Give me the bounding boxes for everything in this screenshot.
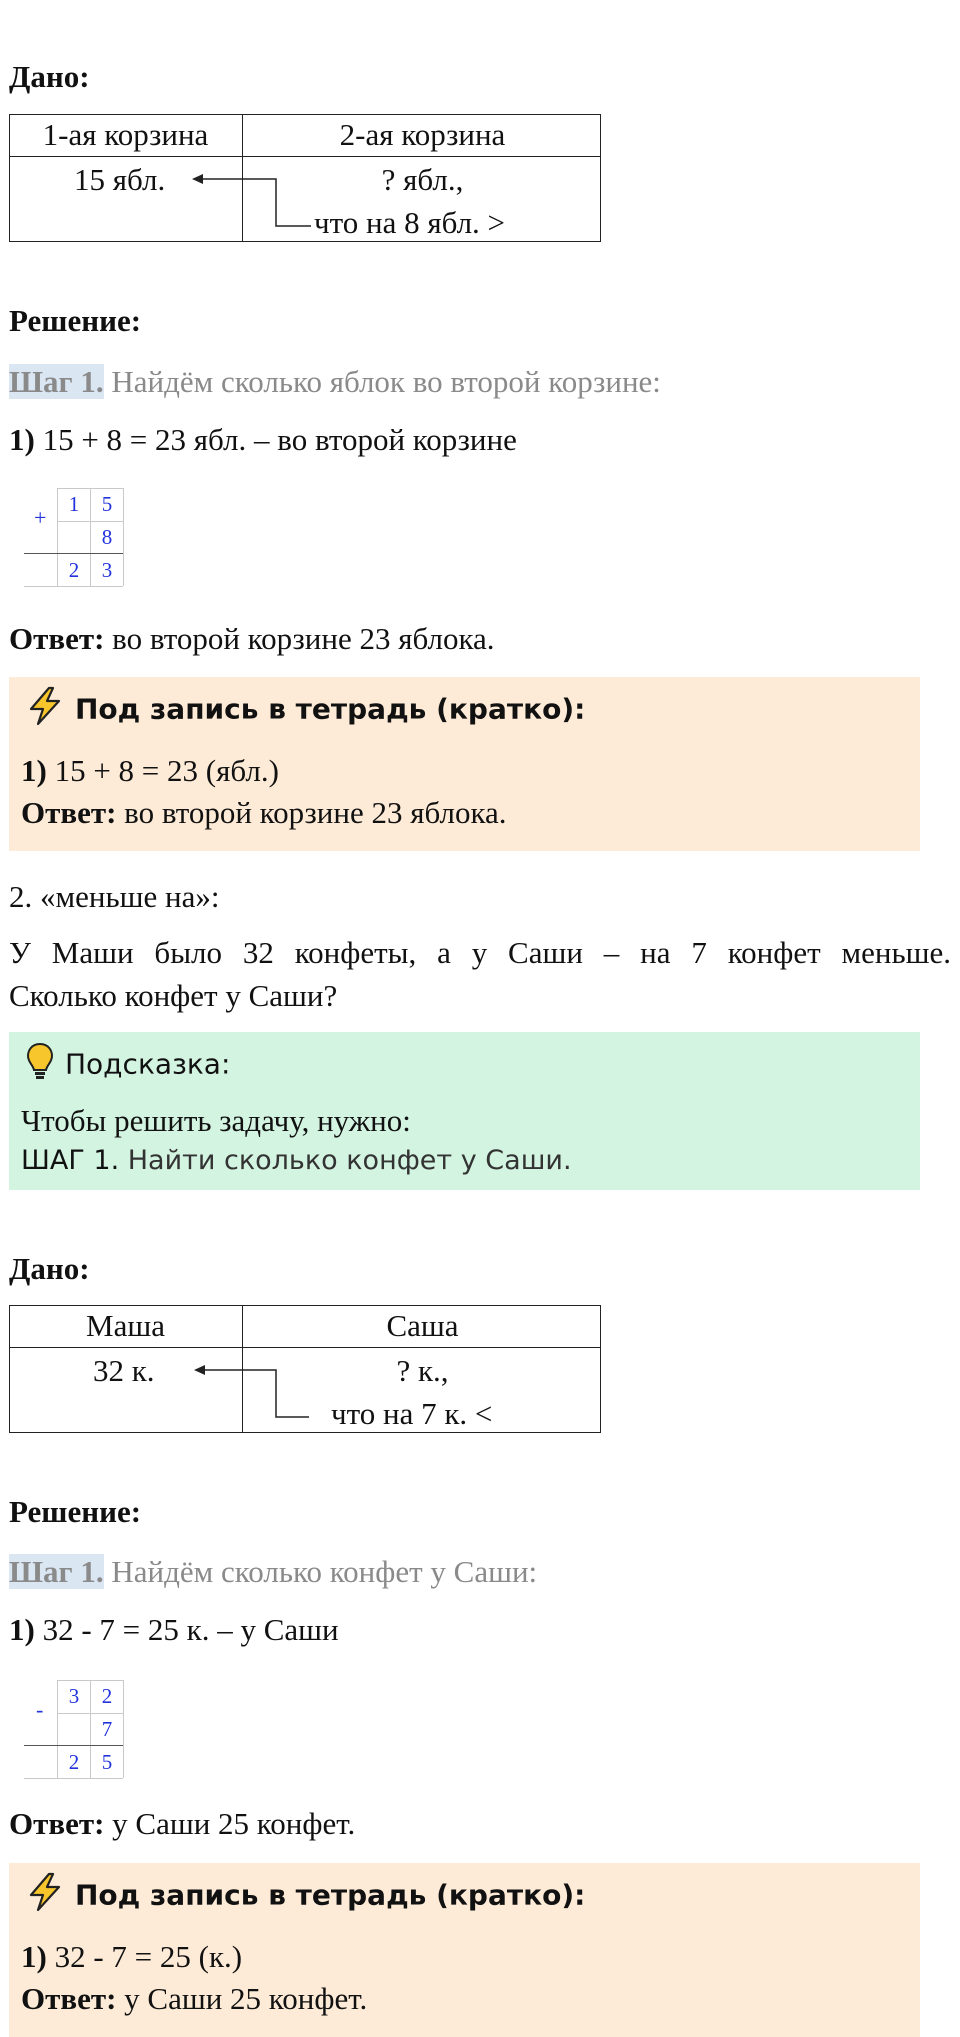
hint-step-text: Найти сколько конфет у Саши. [119,1145,572,1176]
note-equation-number: 1) [21,1939,47,1974]
equation-text: 15 + 8 = 23 ябл. – во второй корзине [34,422,517,457]
table-header-sasha: Саша [386,1308,459,1343]
given-table [9,114,601,242]
digit: 2 [68,1750,80,1774]
digit: 7 [101,1717,113,1741]
equation-number: 1) [9,422,35,457]
note-equation-number: 1) [21,753,47,788]
equation-text: 32 - 7 = 25 к. – у Саши [34,1612,339,1647]
note-equation-text: 15 + 8 = 23 (ябл.) [46,753,279,788]
plus-sign: + [34,505,47,530]
digit: 3 [68,1684,80,1708]
comparison-arrow-icon [9,114,601,242]
hint-line-1: Чтобы решить задачу, нужно: [21,1103,411,1138]
column-addition [24,488,144,588]
note-answer-text: у Саши 25 конфет. [116,1981,368,2016]
table-comparison-2: что на 7 к. < [331,1396,493,1431]
answer-line [9,620,495,658]
hint-step-label: ШАГ 1. [21,1145,120,1176]
digit: 3 [101,558,113,582]
lightning-icon [25,686,65,735]
note-answer-label: Ответ: [21,1981,117,2016]
note-answer-label: Ответ: [21,795,117,830]
equation-number: 1) [9,1612,35,1647]
answer-label: Ответ: [9,1806,105,1841]
column-subtraction [24,1680,144,1780]
problem-line-2: Сколько конфет у Саши? [9,978,338,1013]
digit: 2 [68,558,80,582]
step-text: Найдём сколько конфет у Саши: [103,1554,538,1589]
section-title: 2. «меньше на»: [9,879,220,914]
digit: 1 [68,492,80,516]
note-answer-text: во второй корзине 23 яблока. [116,795,507,830]
table-value-basket-1: 15 ябл. [74,162,166,197]
lightning-icon [25,1872,65,1921]
table-value-masha: 32 к. [93,1353,155,1388]
hint-title: Подсказка: [65,1047,231,1081]
step-label: Шаг 1. [9,364,104,399]
note-title: Под запись в тетрадь (кратко): [75,692,586,726]
table-header-basket-1: 1-ая корзина [42,117,209,152]
answer-label: Ответ: [9,621,105,656]
step-text: Найдём сколько яблок во второй корзине: [103,364,661,399]
note-equation [21,1938,242,1976]
note-title: Под запись в тетрадь (кратко): [75,1878,586,1912]
notebook-note [9,677,920,851]
answer-text: у Саши 25 конфет. [104,1806,356,1841]
note-equation-text: 32 - 7 = 25 (к.) [46,1939,243,1974]
note-answer [21,794,507,832]
notebook-note-2 [9,1863,920,2037]
minus-sign: - [36,1697,44,1722]
comparison-arrow-icon [9,1305,601,1433]
equation-line-2 [9,1611,339,1649]
step-1-line [9,363,661,401]
given-heading: Дано: [9,59,90,94]
table-header-basket-2: 2-ая корзина [339,117,506,152]
table-header-masha: Маша [86,1308,165,1343]
step-label: Шаг 1. [9,1554,104,1589]
table-value-basket-2: ? ябл., [381,162,464,197]
hint-box [9,1032,920,1190]
step-1-line-2 [9,1553,537,1591]
solution-heading-2: Решение: [9,1494,142,1529]
note-answer [21,1980,367,2018]
answer-line-2 [9,1805,355,1843]
digit: 2 [101,1684,113,1708]
answer-text: во второй корзине 23 яблока. [104,621,495,656]
given-table-2 [9,1305,601,1433]
digit: 5 [101,1750,113,1774]
note-equation [21,752,279,790]
solution-heading: Решение: [9,303,142,338]
digit: 8 [101,525,113,549]
equation-line [9,421,517,459]
lightbulb-icon [25,1041,55,1090]
table-value-sasha: ? к., [396,1353,449,1388]
given-heading-2: Дано: [9,1251,90,1286]
hint-step [21,1144,572,1178]
digit: 5 [101,492,113,516]
table-comparison: что на 8 ябл. > [314,205,506,240]
problem-line-1: У Маши было 32 конфеты, а у Саши – на 7 конфет меньше. [9,935,951,970]
